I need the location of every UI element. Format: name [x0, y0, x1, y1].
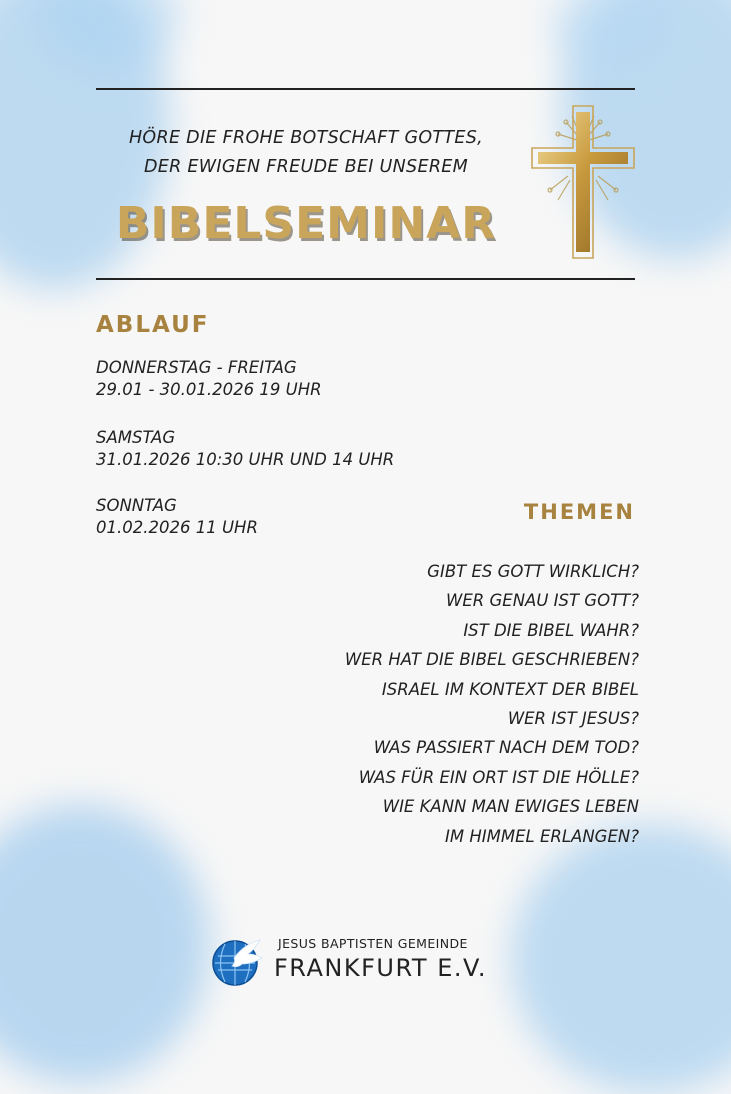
- watercolor-bottom-left: [0, 804, 210, 1084]
- schedule-entry: [96, 427, 394, 471]
- schedule-heading: ABLAUF: [96, 312, 210, 338]
- church-name-line-1: JESUS BAPTISTEN GEMEINDE: [278, 936, 468, 951]
- topic-item: WAS FÜR EIN ORT IST DIE HÖLLE?: [358, 767, 639, 787]
- topics-heading: THEMEN: [523, 500, 635, 524]
- schedule-entry: [96, 357, 322, 401]
- event-title: BIBELSEMINAR: [115, 198, 497, 249]
- topic-item: WER HAT DIE BIBEL GESCHRIEBEN?: [344, 650, 639, 670]
- hero-line-2: DER EWIGEN FREUDE BEI UNSEREM: [143, 157, 469, 177]
- schedule-time: 29.01 - 30.01.2026 19 UHR: [96, 380, 322, 399]
- schedule-entry: [96, 495, 258, 539]
- schedule-time: 31.01.2026 10:30 UHR UND 14 UHR: [96, 450, 395, 469]
- topic-item: WAS PASSIERT NACH DEM TOD?: [373, 738, 639, 758]
- schedule-time: 01.02.2026 11 UHR: [96, 518, 258, 537]
- topics-list: [345, 557, 639, 851]
- schedule-day: SAMSTAG: [96, 428, 176, 447]
- topic-item: GIBT ES GOTT WIRKLICH?: [427, 562, 639, 581]
- topic-item: WER IST JESUS?: [507, 709, 639, 729]
- church-footer: [210, 932, 510, 988]
- hero-line-1: HÖRE DIE FROHE BOTSCHAFT GOTTES,: [128, 128, 484, 148]
- topic-item: ISRAEL IM KONTEXT DER BIBEL: [381, 679, 639, 699]
- divider-top: [96, 88, 635, 90]
- topic-item: IST DIE BIBEL WAHR?: [463, 620, 639, 640]
- watercolor-bottom-right: [511, 824, 731, 1094]
- topic-item: WIE KANN MAN EWIGES LEBEN: [382, 797, 639, 817]
- golden-cross-icon: [528, 104, 638, 262]
- globe-dove-icon: [210, 934, 264, 988]
- schedule-day: DONNERSTAG - FREITAG: [96, 358, 297, 377]
- church-name-line-2: FRANKFURT E.V.: [274, 954, 487, 982]
- divider-bottom: [96, 278, 635, 280]
- topic-item: IM HIMMEL ERLANGEN?: [445, 826, 639, 846]
- topic-item: WER GENAU IST GOTT?: [446, 591, 639, 611]
- schedule-day: SONNTAG: [96, 496, 177, 515]
